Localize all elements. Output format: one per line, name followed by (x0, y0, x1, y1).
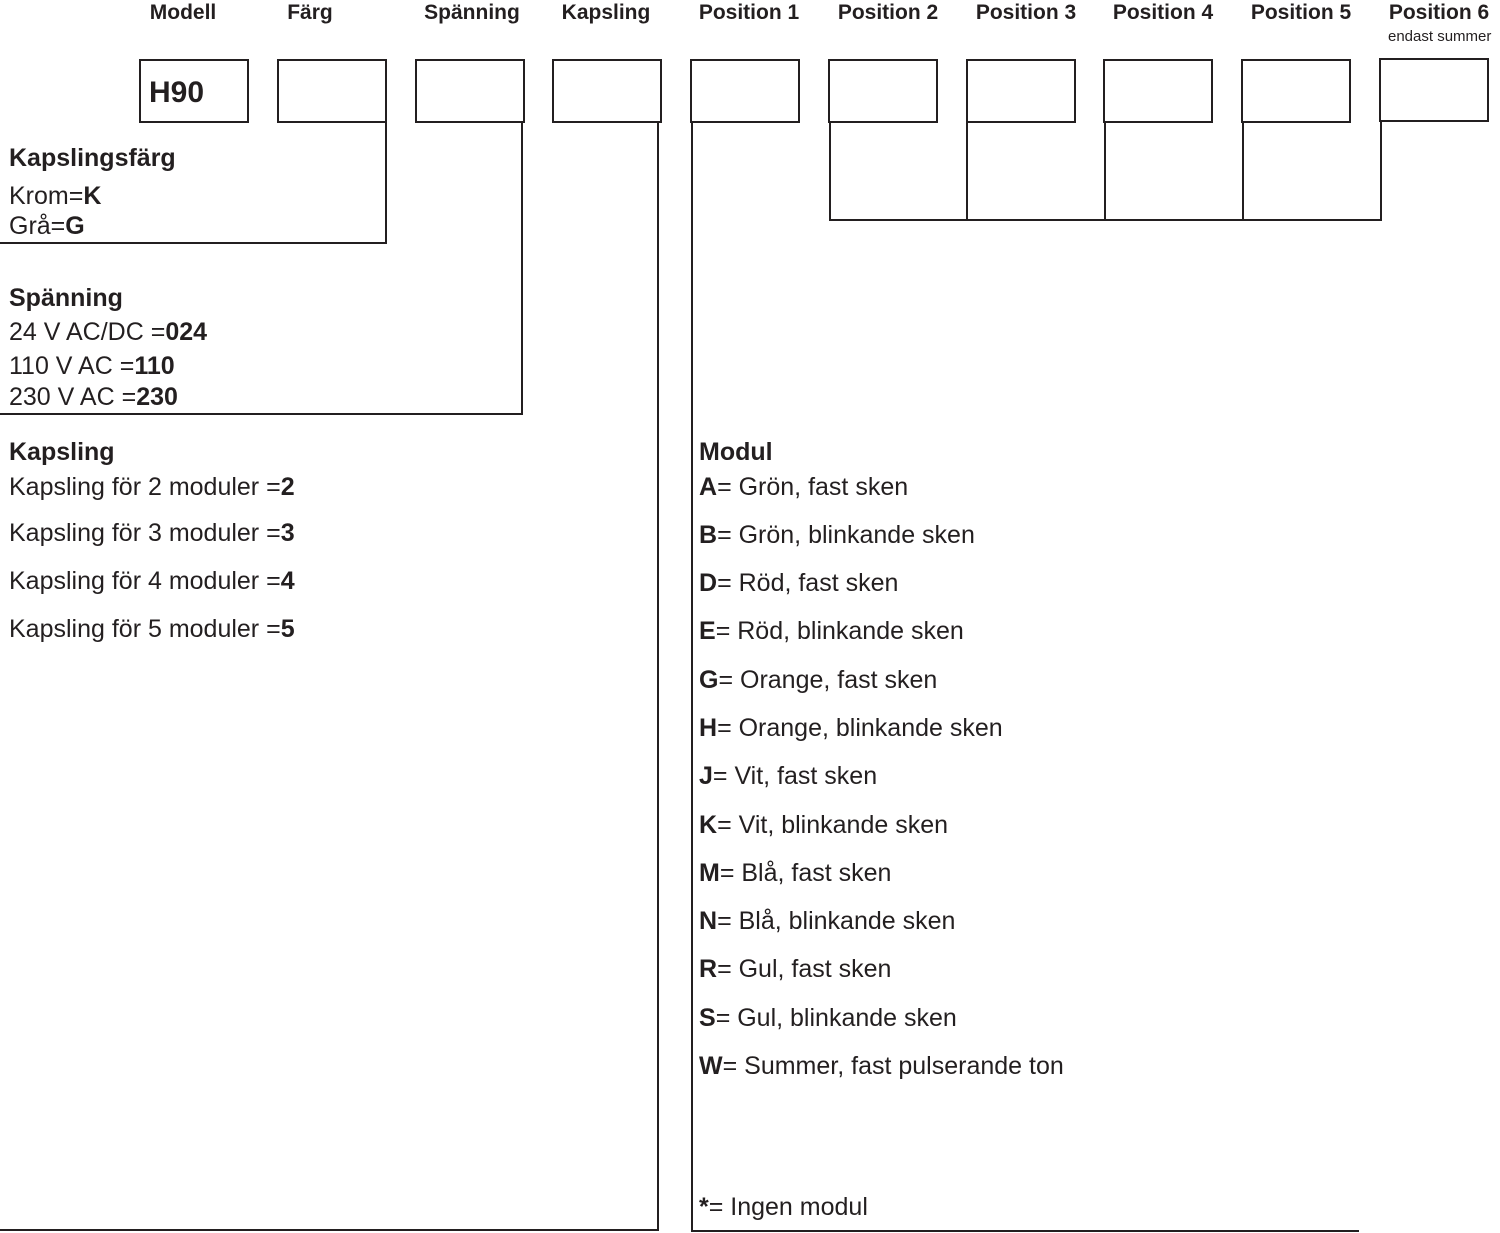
option-modul-h: H= Orange, blinkande sken (699, 714, 1003, 742)
section-title-spanning: Spänning (9, 284, 123, 312)
connector-modul-horizontal (691, 1230, 1359, 1232)
box-modell (139, 59, 249, 123)
option-24v: 24 V AC/DC =024 (9, 318, 208, 346)
box-position-5[interactable] (1241, 59, 1351, 123)
option-kapsling-4: Kapsling för 4 moduler =4 (9, 567, 295, 595)
option-modul-k: K= Vit, blinkande sken (699, 811, 949, 839)
header-position-2: Position 2 (837, 1, 939, 24)
box-position-1[interactable] (690, 59, 800, 123)
option-110v: 110 V AC =110 (9, 352, 175, 380)
option-modul-m: M= Blå, fast sken (699, 859, 892, 887)
option-kapsling-2: Kapsling för 2 moduler =2 (9, 473, 295, 501)
connector-spanning-vertical (521, 121, 523, 415)
connector-kapsling-horizontal (0, 1229, 659, 1231)
box-farg[interactable] (277, 59, 387, 123)
header-kapsling: Kapsling (561, 1, 651, 24)
option-230v: 230 V AC =230 (9, 383, 178, 411)
box-position-4[interactable] (1103, 59, 1213, 123)
option-modul-s: S= Gul, blinkande sken (699, 1004, 957, 1032)
connector-position-5-vertical (1242, 121, 1244, 221)
option-kapsling-5: Kapsling för 5 moduler =5 (9, 615, 295, 643)
connector-position-4-vertical (1104, 121, 1106, 221)
option-modul-j: J= Vit, fast sken (699, 762, 878, 790)
header-position-1: Position 1 (698, 1, 800, 24)
option-modul-b: B= Grön, blinkande sken (699, 521, 975, 549)
box-position-3[interactable] (966, 59, 1076, 123)
section-title-kapsling: Kapsling (9, 438, 115, 466)
connector-position-2-vertical (829, 121, 831, 221)
box-spanning[interactable] (415, 59, 525, 123)
header-position-6: Position 6 (1388, 1, 1490, 24)
connector-position-1-vertical (691, 121, 693, 1232)
option-modul-a: A= Grön, fast sken (699, 473, 909, 501)
connector-farg-vertical (385, 121, 387, 244)
option-modul-r: R= Gul, fast sken (699, 955, 892, 983)
box-position-6[interactable] (1379, 58, 1489, 122)
header-spanning: Spänning (424, 1, 520, 24)
option-modul-d: D= Röd, fast sken (699, 569, 899, 597)
option-modul-w: W= Summer, fast pulserande ton (699, 1052, 1064, 1080)
section-title-kapslingsfarg: Kapslingsfärg (9, 144, 176, 172)
section-title-modul: Modul (699, 438, 773, 466)
header-position-4: Position 4 (1112, 1, 1214, 24)
option-modul-e: E= Röd, blinkande sken (699, 617, 964, 645)
header-position-6-note: endast summer (1388, 28, 1492, 45)
box-position-2[interactable] (828, 59, 938, 123)
connector-spanning-horizontal (0, 413, 523, 415)
option-krom: Krom=K (9, 182, 102, 210)
connector-farg-horizontal (0, 242, 387, 244)
connector-position-3-vertical (966, 121, 968, 221)
option-modul-g: G= Orange, fast sken (699, 666, 938, 694)
header-farg: Färg (287, 1, 333, 24)
header-position-5: Position 5 (1250, 1, 1352, 24)
option-modul-n: N= Blå, blinkande sken (699, 907, 956, 935)
connector-kapsling-vertical (657, 121, 659, 1231)
box-modell-value: H90 (149, 76, 205, 109)
option-kapsling-3: Kapsling för 3 moduler =3 (9, 519, 295, 547)
connector-position-6-vertical (1380, 120, 1382, 221)
connector-positions-horizontal (829, 219, 1382, 221)
box-kapsling[interactable] (552, 59, 662, 123)
header-position-3: Position 3 (975, 1, 1077, 24)
option-modul-none: *= Ingen modul (699, 1193, 868, 1221)
header-modell: Modell (149, 1, 217, 24)
option-gra: Grå=G (9, 212, 85, 240)
